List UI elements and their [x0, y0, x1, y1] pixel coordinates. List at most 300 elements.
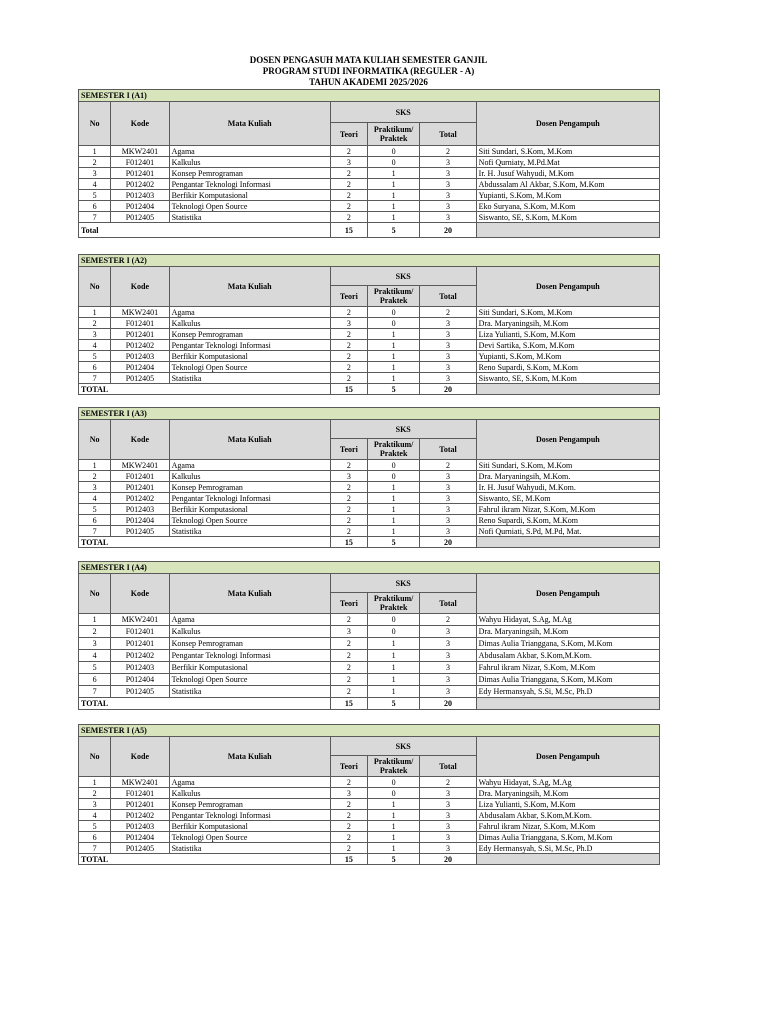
course-teori: 3 — [330, 471, 367, 482]
course-code: MKW2401 — [111, 307, 169, 318]
course-code: MKW2401 — [111, 614, 169, 626]
course-teori: 2 — [330, 662, 367, 674]
course-total: 3 — [420, 190, 476, 201]
course-lecturer: Siti Sundari, S.Kom, M.Kom — [476, 307, 659, 318]
course-row — [79, 212, 660, 223]
col-praktikum-header — [367, 123, 419, 146]
course-no: 7 — [79, 526, 111, 537]
course-row — [79, 810, 660, 821]
course-total: 3 — [420, 821, 476, 832]
total-empty-cell — [476, 854, 659, 865]
semester-title: SEMESTER I (A2) — [79, 255, 660, 267]
col-kode-header: Kode — [111, 420, 169, 460]
course-teori: 3 — [330, 626, 367, 638]
course-teori: 2 — [330, 212, 367, 223]
course-lecturer: Fahrul ikram Nizar, S.Kom, M.Kom — [476, 821, 659, 832]
semester-heading-row — [79, 90, 660, 102]
course-total: 3 — [420, 318, 476, 329]
course-no: 6 — [79, 362, 111, 373]
course-name: Berfikir Komputasional — [169, 190, 330, 201]
total-sks: 20 — [420, 854, 476, 865]
total-row — [79, 698, 660, 710]
course-total: 3 — [420, 157, 476, 168]
course-name: Kalkulus — [169, 471, 330, 482]
course-code: MKW2401 — [111, 146, 169, 157]
course-code: P012402 — [111, 493, 169, 504]
course-teori: 2 — [330, 168, 367, 179]
total-row — [79, 223, 660, 238]
course-total: 3 — [420, 340, 476, 351]
col-total-header: Total — [420, 756, 476, 777]
course-code: P012401 — [111, 638, 169, 650]
course-code: P012404 — [111, 515, 169, 526]
course-teori: 2 — [330, 362, 367, 373]
praktikum-label: Praktikum/ — [373, 594, 414, 603]
col-total-header: Total — [420, 286, 476, 307]
course-name: Agama — [169, 146, 330, 157]
course-no: 1 — [79, 307, 111, 318]
course-no: 6 — [79, 515, 111, 526]
col-matakuliah-header: Mata Kuliah — [169, 102, 330, 146]
course-total: 3 — [420, 362, 476, 373]
course-name: Konsep Pemrograman — [169, 799, 330, 810]
col-teori-header: Teori — [330, 439, 367, 460]
course-row — [79, 201, 660, 212]
course-praktikum: 1 — [367, 686, 419, 698]
course-no: 2 — [79, 318, 111, 329]
course-code: P012402 — [111, 810, 169, 821]
total-teori: 15 — [330, 384, 367, 395]
course-teori: 2 — [330, 329, 367, 340]
course-lecturer: Edy Hermansyah, S.Si, M.Sc, Ph.D — [476, 843, 659, 854]
semester-heading-row — [79, 562, 660, 574]
course-no: 6 — [79, 674, 111, 686]
course-name: Agama — [169, 460, 330, 471]
col-teori-header: Teori — [330, 123, 367, 146]
course-no: 3 — [79, 638, 111, 650]
course-praktikum: 1 — [367, 340, 419, 351]
course-name: Pengantar Teknologi Informasi — [169, 340, 330, 351]
col-praktikum-header — [367, 439, 419, 460]
course-teori: 2 — [330, 460, 367, 471]
course-row — [79, 638, 660, 650]
total-label: TOTAL — [79, 537, 331, 548]
course-total: 3 — [420, 526, 476, 537]
course-lecturer: Devi Sartika, S.Kom, M.Kom — [476, 340, 659, 351]
total-sks: 20 — [420, 223, 476, 238]
course-name: Teknologi Open Source — [169, 832, 330, 843]
course-total: 3 — [420, 329, 476, 340]
course-total: 2 — [420, 460, 476, 471]
total-row — [79, 537, 660, 548]
course-row — [79, 821, 660, 832]
col-dosen-header: Dosen Pengampuh — [476, 102, 659, 146]
total-empty-cell — [476, 384, 659, 395]
course-name: Berfikir Komputasional — [169, 351, 330, 362]
col-sks-header: SKS — [330, 420, 476, 439]
total-teori: 15 — [330, 223, 367, 238]
total-empty-cell — [476, 223, 659, 238]
course-row — [79, 307, 660, 318]
course-no: 3 — [79, 329, 111, 340]
course-teori: 2 — [330, 351, 367, 362]
course-row — [79, 190, 660, 201]
course-total: 3 — [420, 686, 476, 698]
course-lecturer: Siswanto, SE, S.Kom, M.Kom — [476, 212, 659, 223]
course-row — [79, 362, 660, 373]
col-total-header: Total — [420, 593, 476, 614]
course-code: P012403 — [111, 190, 169, 201]
semester-table — [78, 254, 660, 395]
course-name: Statistika — [169, 373, 330, 384]
course-name: Statistika — [169, 686, 330, 698]
course-praktikum: 1 — [367, 526, 419, 537]
course-code: P012401 — [111, 168, 169, 179]
course-praktikum: 1 — [367, 329, 419, 340]
semester-title: SEMESTER I (A3) — [79, 408, 660, 420]
course-name: Berfikir Komputasional — [169, 662, 330, 674]
course-code: P012403 — [111, 821, 169, 832]
course-praktikum: 1 — [367, 373, 419, 384]
col-dosen-header: Dosen Pengampuh — [476, 737, 659, 777]
course-teori: 2 — [330, 821, 367, 832]
course-lecturer: Fahrul ikram Nizar, S.Kom, M.Kom — [476, 662, 659, 674]
course-lecturer: Ir. H. Jusuf Wahyudi, M.Kom — [476, 168, 659, 179]
course-row — [79, 626, 660, 638]
course-row — [79, 373, 660, 384]
course-praktikum: 1 — [367, 212, 419, 223]
course-code: F012401 — [111, 626, 169, 638]
course-no: 1 — [79, 146, 111, 157]
course-praktikum: 1 — [367, 821, 419, 832]
total-praktikum: 5 — [367, 854, 419, 865]
course-no: 6 — [79, 832, 111, 843]
course-lecturer: Reno Supardi, S.Kom, M.Kom — [476, 362, 659, 373]
course-code: F012401 — [111, 318, 169, 329]
course-code: P012404 — [111, 362, 169, 373]
course-teori: 3 — [330, 318, 367, 329]
total-teori: 15 — [330, 698, 367, 710]
col-kode-header: Kode — [111, 574, 169, 614]
course-lecturer: Siswanto, SE, M.Kom — [476, 493, 659, 504]
course-total: 3 — [420, 373, 476, 384]
course-lecturer: Abdusalam Akbar, S.Kom,M.Kom. — [476, 650, 659, 662]
col-matakuliah-header: Mata Kuliah — [169, 267, 330, 307]
course-name: Agama — [169, 777, 330, 788]
praktek-label: Praktek — [379, 766, 408, 775]
course-no: 7 — [79, 686, 111, 698]
course-name: Pengantar Teknologi Informasi — [169, 179, 330, 190]
total-label: TOTAL — [79, 698, 331, 710]
course-praktikum: 1 — [367, 362, 419, 373]
course-name: Teknologi Open Source — [169, 515, 330, 526]
col-no-header: No — [79, 267, 111, 307]
course-code: P012405 — [111, 212, 169, 223]
course-row — [79, 179, 660, 190]
course-lecturer: Nofi Qurniaty, M.Pd.Mat — [476, 157, 659, 168]
total-empty-cell — [476, 537, 659, 548]
course-no: 1 — [79, 777, 111, 788]
total-row — [79, 384, 660, 395]
col-no-header: No — [79, 574, 111, 614]
course-lecturer: Yupianti, S.Kom, M.Kom — [476, 351, 659, 362]
course-code: P012402 — [111, 340, 169, 351]
col-sks-header: SKS — [330, 267, 476, 286]
course-no: 1 — [79, 614, 111, 626]
col-no-header: No — [79, 102, 111, 146]
course-name: Konsep Pemrograman — [169, 638, 330, 650]
course-lecturer: Dimas Aulia Trianggana, S.Kom, M.Kom — [476, 674, 659, 686]
total-praktikum: 5 — [367, 698, 419, 710]
course-lecturer: Abdussalam Al Akbar, S.Kom, M.Kom — [476, 179, 659, 190]
course-teori: 2 — [330, 515, 367, 526]
course-name: Kalkulus — [169, 626, 330, 638]
total-sks: 20 — [420, 537, 476, 548]
course-lecturer: Wahyu Hidayat, S.Ag, M.Ag — [476, 777, 659, 788]
semester-title: SEMESTER I (A4) — [79, 562, 660, 574]
total-teori: 15 — [330, 854, 367, 865]
course-name: Pengantar Teknologi Informasi — [169, 810, 330, 821]
course-praktikum: 1 — [367, 638, 419, 650]
praktek-label: Praktek — [379, 296, 408, 305]
course-no: 3 — [79, 168, 111, 179]
course-name: Agama — [169, 614, 330, 626]
course-code: P012405 — [111, 843, 169, 854]
course-teori: 2 — [330, 179, 367, 190]
col-sks-header: SKS — [330, 102, 476, 123]
course-praktikum: 1 — [367, 515, 419, 526]
col-kode-header: Kode — [111, 737, 169, 777]
course-praktikum: 0 — [367, 777, 419, 788]
course-praktikum: 1 — [367, 201, 419, 212]
course-row — [79, 662, 660, 674]
column-header-row — [79, 574, 660, 593]
course-total: 3 — [420, 650, 476, 662]
col-praktikum-header — [367, 593, 419, 614]
course-code: P012403 — [111, 662, 169, 674]
course-teori: 3 — [330, 157, 367, 168]
semester-table — [78, 724, 660, 865]
col-kode-header: Kode — [111, 102, 169, 146]
course-code: P012405 — [111, 373, 169, 384]
course-name: Kalkulus — [169, 157, 330, 168]
document-title — [0, 55, 737, 88]
col-praktikum-header — [367, 756, 419, 777]
course-teori: 2 — [330, 799, 367, 810]
semester-table — [78, 89, 660, 238]
course-praktikum: 0 — [367, 307, 419, 318]
course-code: P012403 — [111, 504, 169, 515]
course-row — [79, 674, 660, 686]
course-no: 2 — [79, 471, 111, 482]
course-lecturer: Siswanto, SE, S.Kom, M.Kom — [476, 373, 659, 384]
course-lecturer: Liza Yulianti, S.Kom, M.Kom — [476, 329, 659, 340]
course-lecturer: Edy Hermansyah, S.Si, M.Sc, Ph.D — [476, 686, 659, 698]
course-teori: 2 — [330, 504, 367, 515]
course-praktikum: 0 — [367, 471, 419, 482]
course-no: 7 — [79, 373, 111, 384]
course-lecturer: Dra. Maryaningsih, M.Kom. — [476, 471, 659, 482]
title-line-3: TAHUN AKADEMI 2025/2026 — [309, 77, 428, 87]
course-total: 3 — [420, 168, 476, 179]
course-name: Berfikir Komputasional — [169, 504, 330, 515]
course-no: 7 — [79, 212, 111, 223]
praktek-label: Praktek — [379, 603, 408, 612]
course-code: P012404 — [111, 674, 169, 686]
course-praktikum: 0 — [367, 146, 419, 157]
course-lecturer: Ir. H. Jusuf Wahyudi, M.Kom. — [476, 482, 659, 493]
course-no: 4 — [79, 493, 111, 504]
course-teori: 2 — [330, 493, 367, 504]
total-label: Total — [79, 223, 331, 238]
total-sks: 20 — [420, 384, 476, 395]
course-total: 3 — [420, 810, 476, 821]
column-header-row — [79, 737, 660, 756]
course-row — [79, 340, 660, 351]
course-praktikum: 0 — [367, 318, 419, 329]
course-row — [79, 460, 660, 471]
total-empty-cell — [476, 698, 659, 710]
course-no: 5 — [79, 351, 111, 362]
course-lecturer: Nofi Qurniati, S.Pd, M.Pd, Mat. — [476, 526, 659, 537]
total-praktikum: 5 — [367, 223, 419, 238]
course-total: 3 — [420, 515, 476, 526]
course-row — [79, 832, 660, 843]
title-line-1: DOSEN PENGASUH MATA KULIAH SEMESTER GANJIL — [249, 55, 488, 65]
course-code: P012405 — [111, 686, 169, 698]
course-teori: 2 — [330, 307, 367, 318]
course-total: 3 — [420, 351, 476, 362]
praktek-label: Praktek — [379, 449, 408, 458]
course-no: 2 — [79, 626, 111, 638]
total-label: TOTAL — [79, 384, 331, 395]
course-lecturer: Dra. Maryaningsih, M.Kom — [476, 318, 659, 329]
course-code: P012402 — [111, 650, 169, 662]
course-total: 2 — [420, 146, 476, 157]
course-total: 3 — [420, 471, 476, 482]
course-lecturer: Dimas Aulia Trianggana, S.Kom, M.Kom — [476, 832, 659, 843]
col-matakuliah-header: Mata Kuliah — [169, 737, 330, 777]
course-total: 3 — [420, 179, 476, 190]
course-row — [79, 843, 660, 854]
course-lecturer: Yupianti, S.Kom, M.Kom — [476, 190, 659, 201]
course-teori: 2 — [330, 832, 367, 843]
course-name: Konsep Pemrograman — [169, 168, 330, 179]
course-row — [79, 686, 660, 698]
course-teori: 2 — [330, 146, 367, 157]
course-praktikum: 1 — [367, 190, 419, 201]
praktikum-label: Praktikum/ — [373, 757, 414, 766]
course-praktikum: 1 — [367, 650, 419, 662]
course-total: 2 — [420, 307, 476, 318]
course-total: 3 — [420, 638, 476, 650]
course-lecturer: Wahyu Hidayat, S.Ag, M.Ag — [476, 614, 659, 626]
course-name: Pengantar Teknologi Informasi — [169, 493, 330, 504]
course-no: 5 — [79, 190, 111, 201]
course-row — [79, 515, 660, 526]
total-label: TOTAL — [79, 854, 331, 865]
course-no: 4 — [79, 340, 111, 351]
course-row — [79, 493, 660, 504]
col-dosen-header: Dosen Pengampuh — [476, 574, 659, 614]
course-lecturer: Eko Suryana, S.Kom, M.Kom — [476, 201, 659, 212]
course-no: 5 — [79, 821, 111, 832]
course-name: Konsep Pemrograman — [169, 482, 330, 493]
course-row — [79, 777, 660, 788]
course-total: 3 — [420, 504, 476, 515]
col-teori-header: Teori — [330, 286, 367, 307]
course-teori: 2 — [330, 810, 367, 821]
course-total: 3 — [420, 843, 476, 854]
course-praktikum: 1 — [367, 843, 419, 854]
course-praktikum: 0 — [367, 626, 419, 638]
course-name: Teknologi Open Source — [169, 362, 330, 373]
course-lecturer: Dra. Maryaningsih, M.Kom — [476, 626, 659, 638]
course-code: P012405 — [111, 526, 169, 537]
course-no: 2 — [79, 157, 111, 168]
course-no: 5 — [79, 504, 111, 515]
praktikum-label: Praktikum/ — [373, 440, 414, 449]
course-lecturer: Dimas Aulia Trianggana, S.Kom, M.Kom — [476, 638, 659, 650]
course-row — [79, 351, 660, 362]
course-row — [79, 650, 660, 662]
semester-table — [78, 407, 660, 548]
course-teori: 2 — [330, 340, 367, 351]
course-no: 1 — [79, 460, 111, 471]
course-name: Kalkulus — [169, 788, 330, 799]
course-praktikum: 0 — [367, 788, 419, 799]
course-no: 4 — [79, 650, 111, 662]
course-total: 3 — [420, 674, 476, 686]
course-teori: 2 — [330, 201, 367, 212]
course-praktikum: 1 — [367, 810, 419, 821]
course-praktikum: 1 — [367, 504, 419, 515]
col-kode-header: Kode — [111, 267, 169, 307]
course-teori: 2 — [330, 843, 367, 854]
total-praktikum: 5 — [367, 384, 419, 395]
course-teori: 2 — [330, 777, 367, 788]
course-praktikum: 1 — [367, 674, 419, 686]
course-name: Teknologi Open Source — [169, 201, 330, 212]
col-dosen-header: Dosen Pengampuh — [476, 420, 659, 460]
title-line-2: PROGRAM STUDI INFORMATIKA (REGULER - A) — [262, 66, 475, 76]
course-name: Agama — [169, 307, 330, 318]
course-total: 3 — [420, 832, 476, 843]
course-code: MKW2401 — [111, 777, 169, 788]
semester-heading-row — [79, 725, 660, 737]
course-name: Statistika — [169, 526, 330, 537]
course-praktikum: 1 — [367, 799, 419, 810]
course-row — [79, 168, 660, 179]
course-name: Statistika — [169, 843, 330, 854]
col-teori-header: Teori — [330, 756, 367, 777]
course-code: P012404 — [111, 832, 169, 843]
course-lecturer: Liza Yulianti, S.Kom, M.Kom — [476, 799, 659, 810]
course-lecturer: Siti Sundari, S.Kom, M.Kom — [476, 146, 659, 157]
course-code: P012402 — [111, 179, 169, 190]
course-praktikum: 0 — [367, 614, 419, 626]
col-dosen-header: Dosen Pengampuh — [476, 267, 659, 307]
course-lecturer: Reno Supardi, S.Kom, M.Kom — [476, 515, 659, 526]
column-header-row — [79, 102, 660, 123]
column-header-row — [79, 420, 660, 439]
semester-heading-row — [79, 255, 660, 267]
course-code: F012401 — [111, 471, 169, 482]
course-teori: 2 — [330, 614, 367, 626]
course-teori: 2 — [330, 526, 367, 537]
course-total: 2 — [420, 777, 476, 788]
total-teori: 15 — [330, 537, 367, 548]
